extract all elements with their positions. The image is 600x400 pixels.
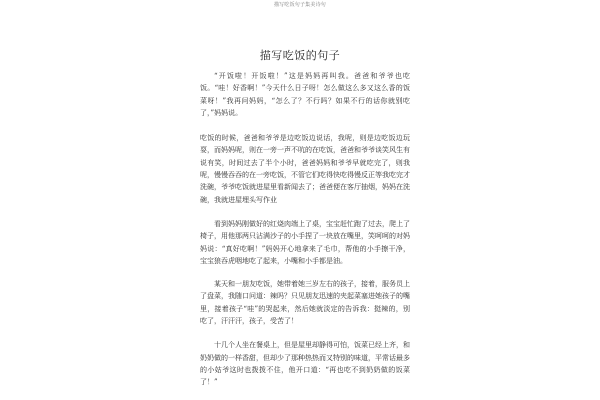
paragraph-5: 十几个人坐在餐桌上，但是屋里却静得可怕，饭菜已经上齐，和奶奶做的一样香甜，但却少了那种热热而又特别的味道，平常话最多的小姑爷这时也拨拨不住，他开口道：“再也吃不到奶奶做的饭菜了！” bbox=[200, 341, 410, 387]
paragraph-3: 看到妈妈刚做好的红烧肉端上了桌，宝宝赶忙跑了过去，爬上了椅子，用他那两只沾满沙子的小手捏了一块放在嘴里，笑呵呵的对妈妈说：“真好吃啊！”妈妈开心地拿来了毛巾，帮他的小手擦干净，宝宝狼吞虎咽地吃了起来，小嘴和小手都是油。 bbox=[200, 219, 410, 265]
paragraph-4: 某天和一朋友吃饭，她带着她三岁左右的孩子，接着，服务员上了盘菜，我随口问道：辣吗？只见朋友迅速的夹起菜塞进她孩子的嘴里，接着孩子“哇”的哭起来，然后她就淡定的告诉我：挺辣的，别吃了，汗汗汗，孩子，受苦了！ bbox=[200, 280, 410, 326]
page-header: 描写吃饭句子集美诗句 bbox=[273, 2, 326, 8]
paragraph-2: 吃饭的时候，爸爸和爷爷是边吃饭边说话，我呢，则是边吃饭边玩耍，而妈妈呢，则在一旁一声不吭的在吃饭，爸爸和爷爷谈笑风生有说有笑，时间过去了半个小时，爸爸妈妈和爷爷早就吃完了，则我呢，慢慢吞吞的在一旁吃饭，不管它们吃得快吃得慢反正等我吃完才洗碗，爷爷吃饭就进屋里看新闻去了；爸爸便在客厅抽烟，妈妈在洗碗，我就进屋埋头写作业 bbox=[200, 134, 410, 204]
document-title: 描写吃饭的句子 bbox=[259, 49, 341, 62]
paragraph-1: “开饭啦！开饭啦！”这是妈妈再叫我。爸爸和爷爷也吃饭。“哇！好香啊！”今天什么日子呀！怎么做这么多又这么香的饭菜呀！”我再问妈妈，“怎么了？不行吗？如果不行的话你就别吃了，”妈妈说。 bbox=[200, 72, 410, 117]
document-body bbox=[200, 70, 410, 400]
